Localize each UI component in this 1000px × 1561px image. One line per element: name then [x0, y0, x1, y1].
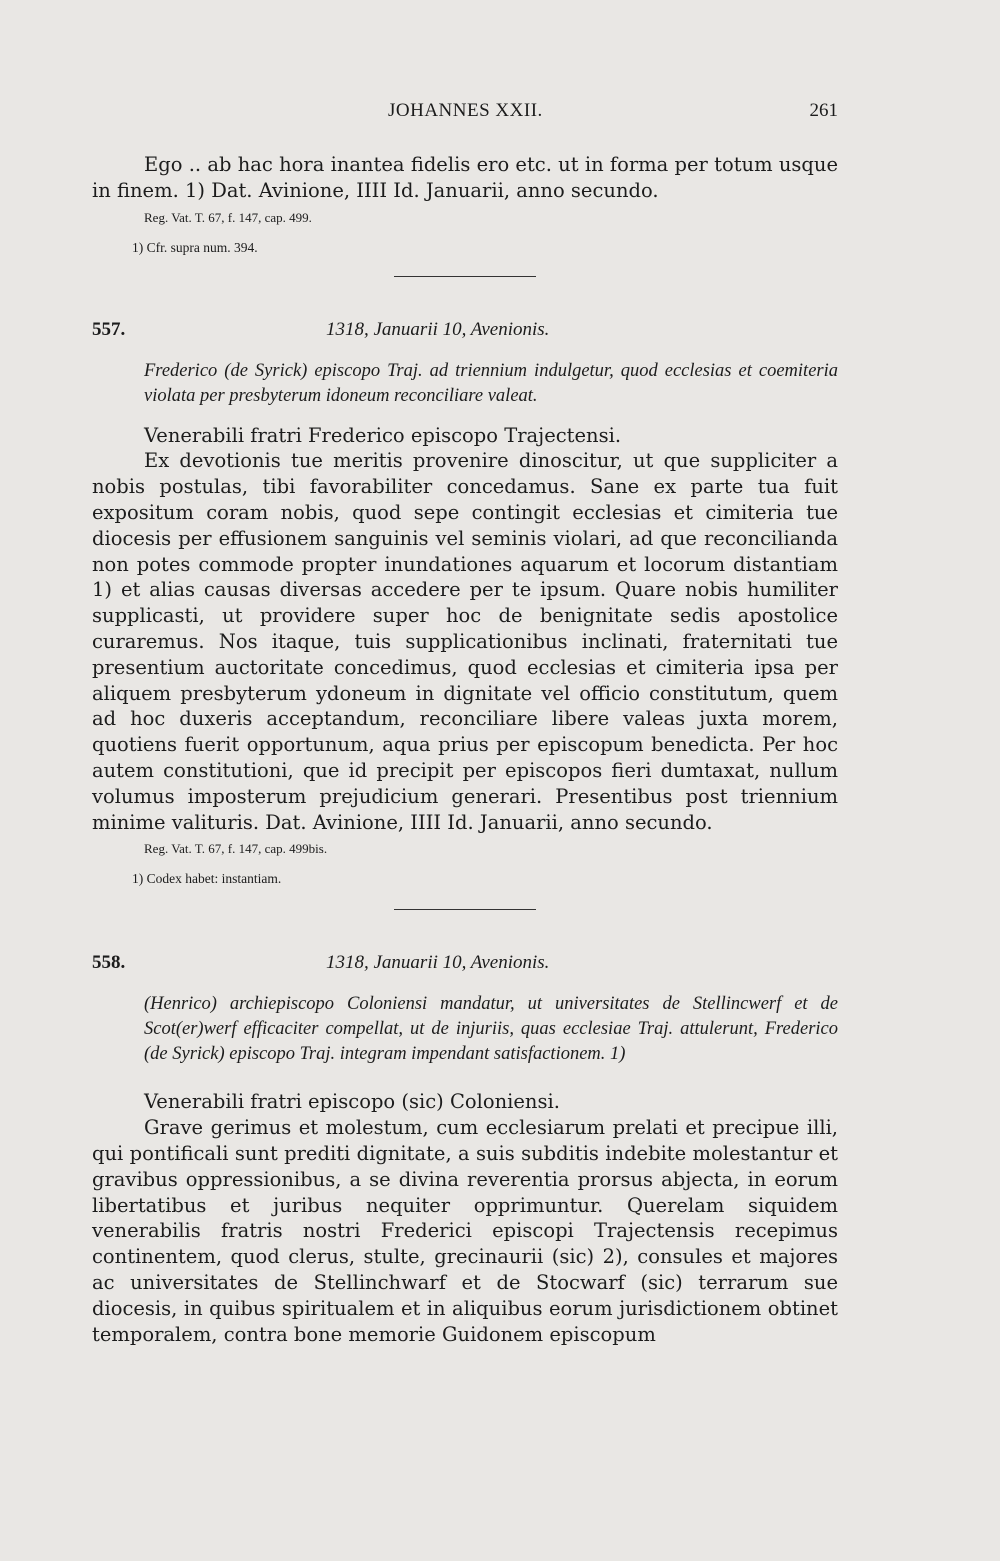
entry-number: 557. — [92, 318, 126, 340]
running-title: JOHANNES XXII. — [388, 100, 543, 121]
entry-heading — [92, 952, 838, 980]
entry-address: Venerabili fratri Frederico episcopo Trajectensi. — [144, 423, 622, 447]
entry-text: Grave gerimus et molestum, cum ecclesiarum prelati et precipue illi, qui pontificali sunt prediti dignitate, a suis subditis indebite molestantur et gravibus oppressionibus, a se divina reverentia prorsus abjecta, in eorum libertatibus et juribus nequiter opprimuntur. Querelam siquidem venerabilis fratris nostri Frederici episcopi Trajectensis recepimus continentem, quod clerus, stulte, grecinaurii (sic) 2), consules et majores ac universitates de Stellinchwarf et de Stocwarf (sic) terrarum sue diocesis, in quibus spiritualem et in aliquibus eorum jurisdictionem obtinet temporalem, contra bone memorie Guidonem episcopum — [92, 1116, 838, 1346]
entry-address: Venerabili fratri episcopo (sic) Coloniensi. — [144, 1090, 560, 1114]
entry-heading — [92, 319, 838, 347]
register-reference: Reg. Vat. T. 67, f. 147, cap. 499. — [144, 209, 312, 225]
entry-number: 558. — [92, 952, 126, 974]
entry-date: 1318, Januarii 10, Avenionis. — [326, 952, 550, 974]
continuation-text: Ego .. ab hac hora inantea fidelis ero etc. ut in forma per totum usque in finem. 1) Dat. Avinione, IIII Id. Januarii, anno secundo. — [92, 153, 838, 202]
page-number: 261 — [809, 100, 838, 121]
footnote: 1) Cfr. supra num. 394. — [132, 239, 258, 255]
running-head — [0, 100, 1000, 130]
footnote: 1) Codex habet: instantiam. — [132, 871, 282, 887]
entry-summary: (Henrico) archiepiscopo Coloniensi mandatur, ut universitates de Stellincwerf et de Scot(er)werf efficaciter compellat, ut de injuriis, quas ecclesiae Traj. attulerunt, Frederico (de Syrick) episcopo Traj. integram impendant satisfactionem. 1) — [144, 994, 838, 1065]
entry-date: 1318, Januarii 10, Avenionis. — [326, 318, 550, 340]
entry-text: Ex devotionis tue meritis provenire dinoscitur, ut que suppliciter a nobis postulas, tibi favorabiliter concedamus. Sane ex parte tua fuit expositum coram nobis, quod sepe contingit ecclesias et cimiteria tue diocesis per effusionem sanguinis vel seminis violari, ad que reconcilianda non potes commode propter inundationes aquarum et locorum distantiam 1) et alias causas diversas accedere per te ipsum. Quare nobis humiliter supplicasti, ut providere super hoc de benignitate sedis apostolice curaremus. Nos itaque, tuis supplicationibus inclinati, fraternitati tue presentium auctoritate concedimus, quod ecclesias et cimiteria ipsa per aliquem presbyterum ydoneum in dignitate vel officio constitutum, quem ad hoc duxeris acceptandum, reconciliare libere valeas juxta morem, quotiens fuerit opportunum, aqua prius per episcopum benedicta. Per hoc autem constitutioni, que id precipit per episcopos fieri dumtaxat, nullum volumus imposterum prejudicium generari. Presentibus post triennium minime valituris. Dat. Avinione, IIII Id. Januarii, anno secundo. — [92, 449, 838, 834]
page-body — [92, 152, 838, 1347]
register-reference: Reg. Vat. T. 67, f. 147, cap. 499bis. — [144, 841, 328, 857]
entry-summary: Frederico (de Syrick) episcopo Traj. ad triennium indulgetur, quod ecclesias et coemiteria violata per presbyterum idoneum reconciliare valeat. — [144, 360, 838, 406]
